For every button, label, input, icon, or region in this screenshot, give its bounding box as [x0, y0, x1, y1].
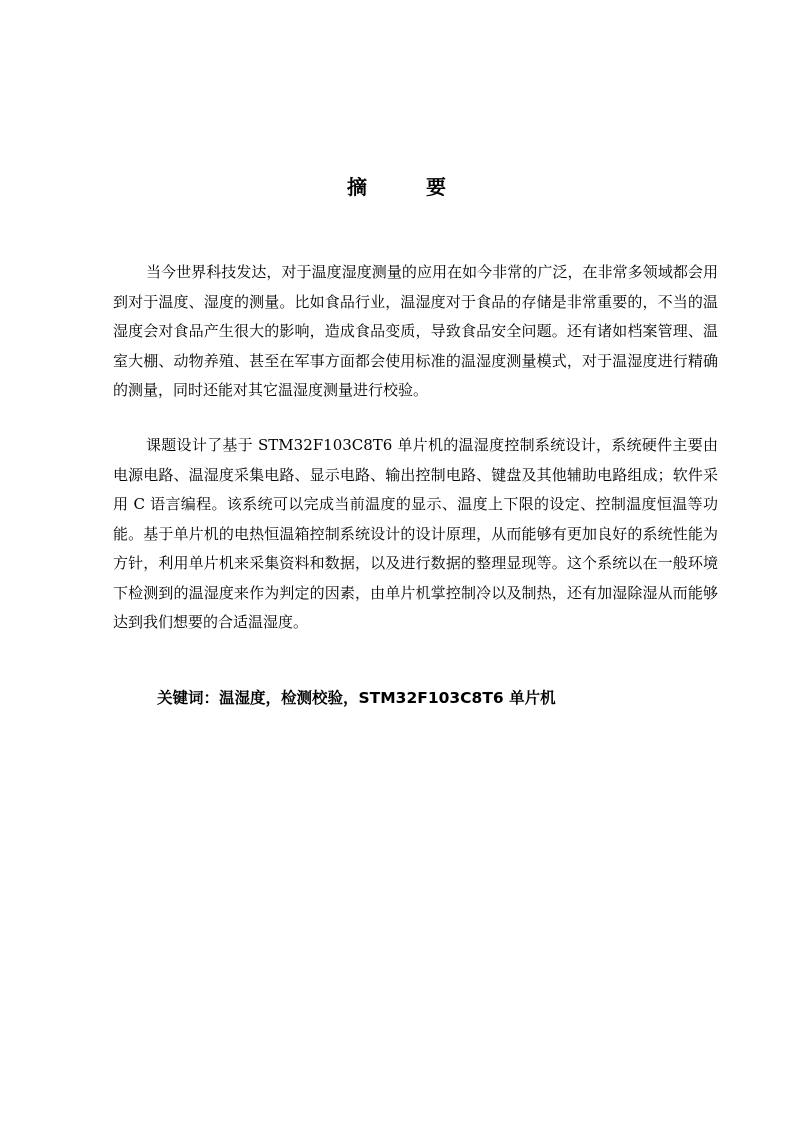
keywords-line: 关键词：温湿度，检测校验，STM32F103C8T6 单片机 [157, 689, 556, 707]
abstract-paragraph-2: 课题设计了基于 STM32F103C8T6 单片机的温湿度控制系统设计，系统硬件主要由电源电路、温湿度采集电路、显示电路、输出控制电路、键盘及其他辅助电路组成；软件采用 C 语言编程。该系统可以完成当前温度的显示、温度上下限的设定、控制温度恒温等功能。基于单片机的电热恒温箱控制系统设计的设计原理，从而能够有更加良好的系统性能为方针，利用单片机来采集资料和数据，以及进行数据的整理显现等。这个系统以在一般环境下检测到的温湿度来作为判定的因素，由单片机掌控制冷以及制热，还有加湿除湿从而能够达到我们想要的合适温湿度。 [113, 436, 718, 631]
abstract-paragraph-1: 当今世界科技发达，对于温度湿度测量的应用在如今非常的广泛，在非常多领域都会用到对于温度、湿度的测量。比如食品行业，温湿度对于食品的存储是非常重要的，不当的温湿度会对食品产生很大的影响，造成食品变质，导致食品安全问题。还有诸如档案管理、温室大棚、动物养殖、甚至在军事方面都会使用标准的温湿度测量模式，对于温湿度进行精确的测量，同时还能对其它温湿度测量进行校验。 [113, 263, 718, 399]
page-title: 摘 要 [347, 175, 472, 199]
